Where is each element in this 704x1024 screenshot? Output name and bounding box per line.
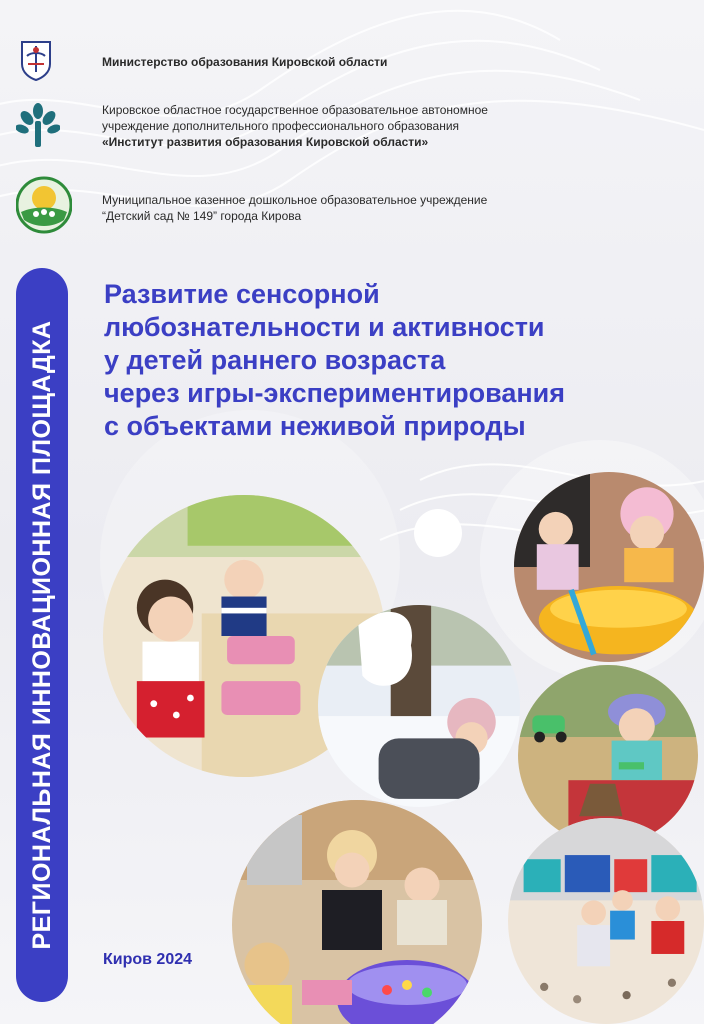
kindergarten-emblem-icon — [16, 176, 72, 239]
photo-children-with-pebbles — [508, 818, 704, 1024]
kirov-coat-of-arms-icon — [16, 38, 56, 87]
photo-child-in-snow — [318, 605, 520, 807]
kindergarten-label: Муниципальное казенное дошкольное образовательное учреждение “Детский сад № 149” города Кирова — [102, 193, 488, 223]
publication-place-year: Киров 2024 — [103, 951, 193, 968]
institute-label: Кировское областное государственное образовательное автономное учреждение дополнительного профессионального образования «Институт развития образования Кировской области» — [102, 103, 488, 149]
side-band-label: РЕГИОНАЛЬНАЯ ИННОВАЦИОННАЯ ПЛОЩАДКА — [27, 320, 56, 950]
photo-girls-with-water-bowl — [514, 472, 704, 662]
document-title: Развитие сенсорной любознательности и активности у детей раннего возраста через игры-экспериментирования с объектами неживой природы — [104, 279, 566, 441]
ministry-label: Министерство образования Кировской области — [102, 55, 388, 69]
institute-tree-logo-icon — [16, 101, 60, 154]
